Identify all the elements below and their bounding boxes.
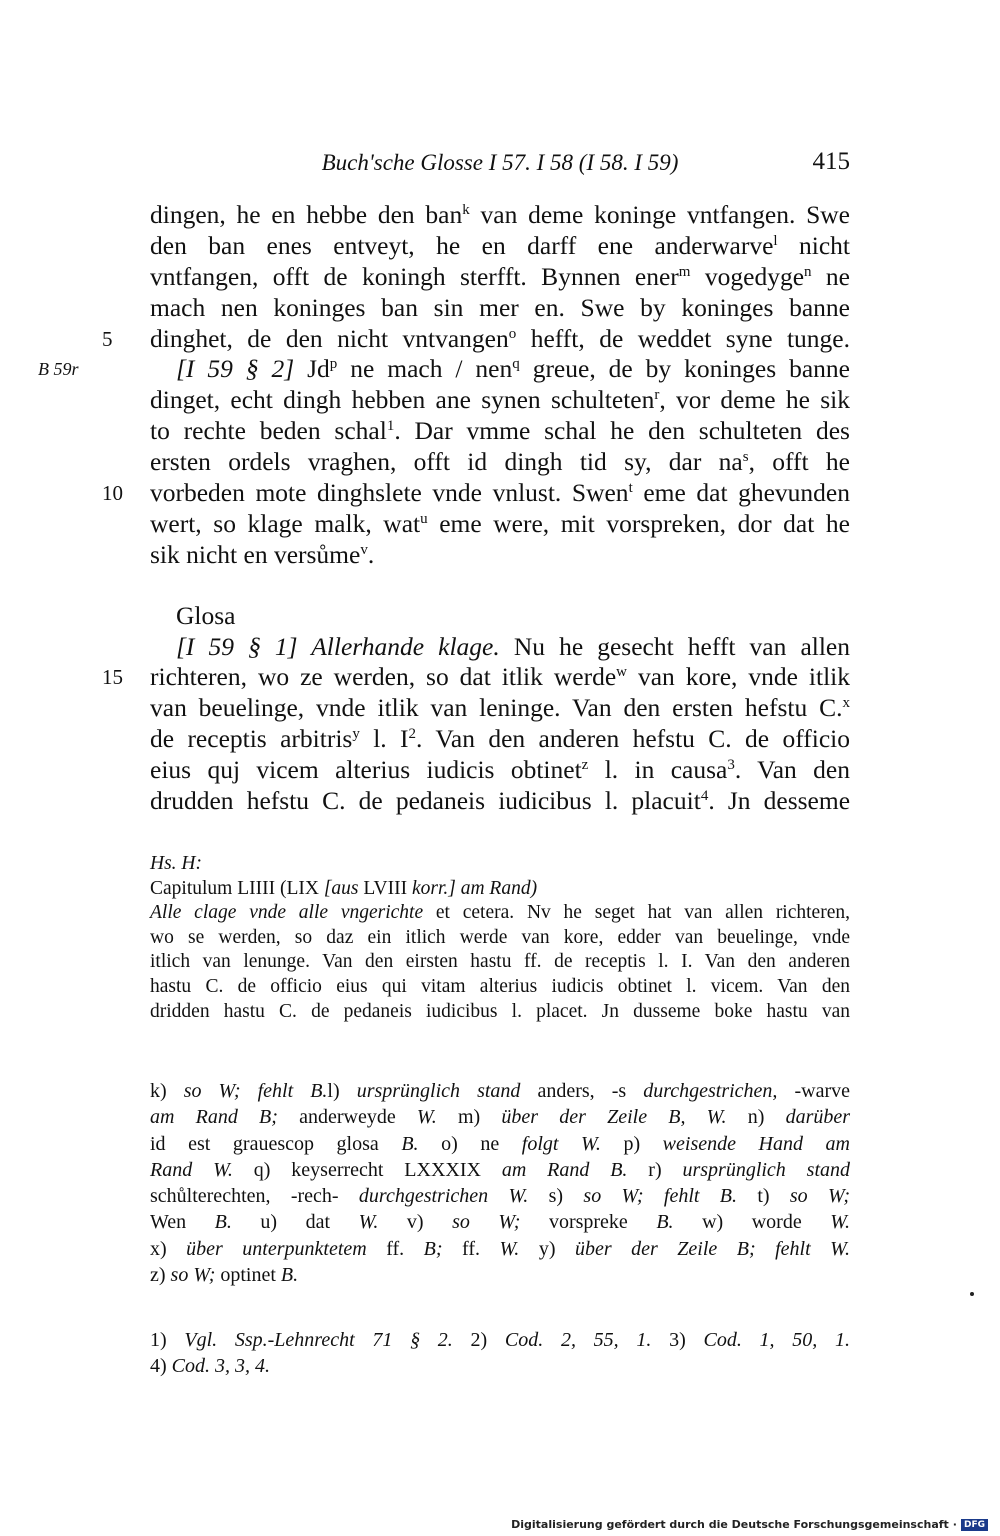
glosa-line-6: drudden hefstu C. de pedaneis iudicibus l. placuit$^4$. Jn desseme [150, 786, 851, 816]
hs-line-3: itlich van lenunge. Van den eirsten hastu ff. de receptis l. I. Van den anderen [150, 951, 850, 973]
text-line-4: mach nen koninges ban sin mer en. Swe by koninges banne [150, 292, 850, 322]
note-line-6: Wen B. u) dat W. v) so W; vorspreke B. w) worde W. [150, 1211, 851, 1234]
glosa-line-3: van beuelinge, vnde itlik van leninge. Van den ersten hefstu C.$^x$ [150, 693, 850, 723]
page-number: 415 [812, 148, 850, 175]
hs-line-4: hastu C. de officio eius qui vitam alterius iudicis obtinet l. vicem. Van den [150, 975, 850, 997]
dfg-logo: DFG [961, 1519, 988, 1531]
note-line-4: Rand W. q) keyserrecht LXXXIX am Rand B. r) ursprünglich stand [150, 1158, 851, 1181]
ref-line-1: 1) Vgl. Ssp.-Lehnrecht 71 § 2. 2) Cod. 2, 55, 1. 3) Cod. 1, 50, 1. [150, 1329, 850, 1351]
text-line-6: B 59r [I 59 § 2] Jd$^p$ ne mach / nen$^q$ greue, de by koninges banne [38, 354, 850, 384]
text-line-9: ersten ordels vraghen, offt id dingh tid sy, dar $na^s$, offt he [150, 447, 850, 477]
hs-line-5: dridden hastu C. de pedaneis iudicibus l. placet. Jn dusseme boke hastu van [150, 1000, 850, 1022]
text-line-3: vntfangen, offt de koningh sterfft. Bynnen ener$^m$ vogedyge$^n$ ne [150, 261, 850, 291]
hs-capitulum: Capitulum LIIII (LIX [aus LVIII korr.] am Rand) [150, 877, 538, 899]
glosa-line-2: 15 richteren, wo ze werden, so dat itlik werde$^w$ van kore, vnde itlik [102, 662, 850, 692]
hs-label: Hs. H: [150, 853, 202, 874]
glosa-line-4: de receptis arbitris$^y$ l. $I^2$. Van den anderen hefstu C. de officio [150, 724, 850, 754]
running-head [150, 148, 850, 178]
text-line-5: 5 dinghet, de den nicht vntvangen$^o$ hefft, de weddet syne tunge. [102, 323, 850, 353]
manuscript-h-block [150, 852, 850, 1024]
hs-line-2: wo se werden, so daz ein itlich werde van kore, edder van beuelinge, vnde [150, 926, 850, 948]
ref-line-2: 4) Cod. 3, 3, 4. [150, 1355, 271, 1377]
line-number: 5 [102, 326, 113, 351]
note-line-7: x) über unterpunktetem ff. B; ff. W. y) über der Zeile B; fehlt W. [150, 1237, 850, 1260]
note-line-1: k) so W; fehlt B.l) ursprünglich stand anders, -s durchgestrichen, -warve [150, 1080, 850, 1102]
text-line-12: sik nicht en versůme$^v$. [150, 539, 375, 569]
marginal-sigil: B 59r [38, 359, 79, 380]
line-number: 15 [102, 665, 123, 690]
main-text [38, 200, 851, 817]
line-number: 10 [102, 481, 123, 506]
stray-dot [970, 1292, 974, 1296]
note-line-8: z) so W; optinet B. [150, 1264, 299, 1287]
hs-line-1: Alle clage vnde alle vngerichte et cetera. Nv he seget hat van allen richteren, [150, 902, 850, 924]
text-line-2: den ban enes entveyt, he en darff ene anderwarve$^l$ nicht [150, 230, 850, 260]
text-line-7: dinget, echt dingh hebben ane synen schulteten$^r$, vor deme he sik [150, 385, 850, 415]
note-line-5: schůlterechten, -rech- durchgestrichen W. s) so W; fehlt B. t) so W; [150, 1185, 851, 1208]
note-line-2: am Rand B; anderweyde W. m) über der Zeile B, W. n) darüber [150, 1106, 851, 1129]
glosa-heading: Glosa [176, 600, 236, 630]
digitization-footer: Digitalisierung gefördert durch die Deutsche Forschungsgemeinschaft · DFG [511, 1518, 988, 1531]
text-line-8: to rechte beden schal$^1$. Dar vmme schal he den schulteten des [150, 416, 850, 446]
note-line-3: id est grauescop glosa B. o) ne folgt W. p) weisende Hand am [150, 1132, 850, 1155]
footer-text: Digitalisierung gefördert durch die Deutsche Forschungsgemeinschaft [511, 1518, 949, 1531]
text-line-1: dingen, he en hebbe den ban$^k$ van deme koninge vntfangen. Swe [150, 200, 850, 229]
source-references [150, 1327, 850, 1379]
text-line-10: 10 vorbeden mote dinghslete vnde vnlust. Swen$^t$ eme dat ghevunden [102, 478, 850, 508]
glosa-line-5: eius quj vicem alterius iudicis obtinet$^z$ l. in causa$^3$. Van den [150, 755, 850, 785]
running-title: Buch'sche Glosse I 57. I 58 (I 58. I 59) [321, 150, 679, 175]
apparatus-notes [150, 1078, 850, 1288]
text-line-11: wert, so klage malk, wat$^u$ eme were, mit vorspreken, dor dat he [150, 508, 850, 538]
glosa-line-1: [I 59 § 1] Allerhande klage. Nu he gesecht hefft van allen [176, 631, 850, 661]
